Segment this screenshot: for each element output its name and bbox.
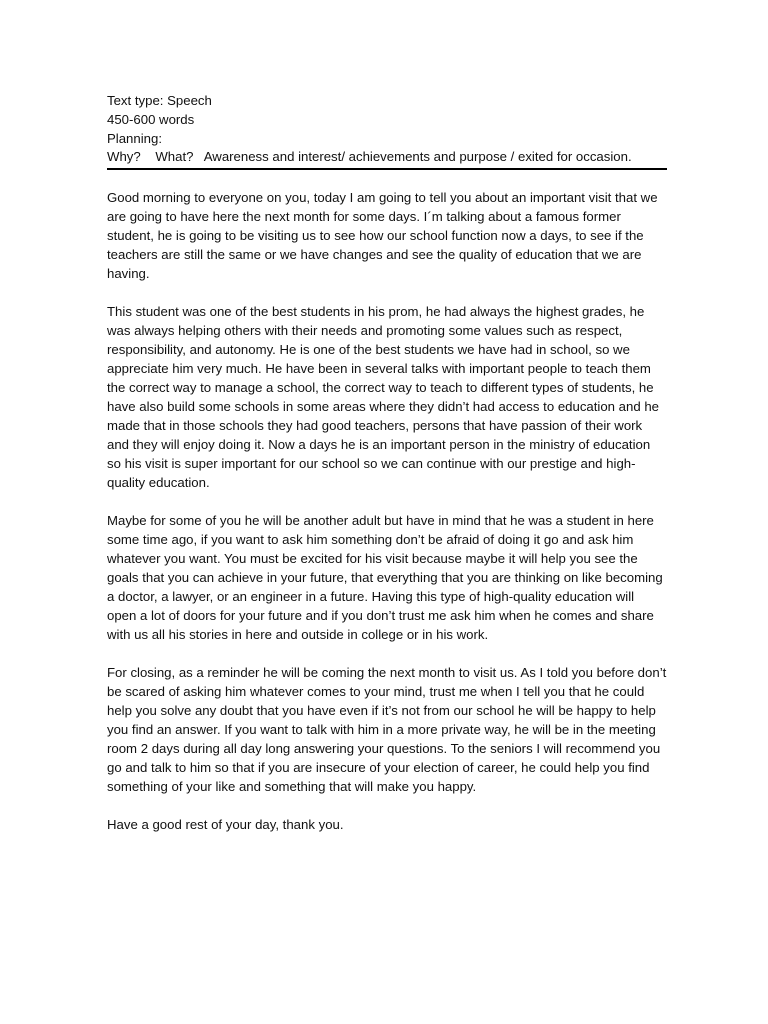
planning-header [107, 92, 667, 170]
paragraph-encouragement: Maybe for some of you he will be another adult but have in mind that he was a student in here some time ago, if you want to ask him something don’t be afraid of doing it go and ask him whatever you want. You must be excited for his visit because maybe it will help you see the goals that you can achieve in your future, that everything that you are thinking on like becoming a doctor, a lawyer, or an engineer in a future. Having this type of high-quality education will open a lot of doors for your future and if you don’t trust me ask him when he comes and share with us all his stories in here and outside in college or in his work. [107, 512, 663, 643]
paragraph-intro: Good morning to everyone on you, today I am going to tell you about an important visit that we are going to have here the next month for some days. I´m talking about a famous former student, he is going to be visiting us to see how our school function now a days, to see if the teachers are still the same or we have changes and see the quality of education that we are having. [107, 190, 658, 282]
planning-label: Planning: [107, 130, 162, 146]
document-page [107, 92, 667, 852]
planning-items-line: Why? What? Awareness and interest/ achievements and purpose / exited for occasion. [107, 148, 667, 170]
text-type-line: Text type: Speech [107, 93, 212, 108]
speech-body [107, 188, 667, 833]
word-count-line: 450-600 words [107, 111, 195, 127]
paragraph-farewell: Have a good rest of your day, thank you. [107, 816, 344, 832]
paragraph-closing: For closing, as a reminder he will be coming the next month to visit us. As I told you before don’t be scared of asking him whatever comes to your mind, trust me when I tell you that he could help you solve any doubt that you have even if it’s not from our school he will be happy to help you find an answer. If you want to talk with him in a more private way, he will be in the meeting room 2 days during all day long answering your questions. To the seniors I will recommend you go and talk to him so that if you are insecure of your election of career, he could help you find something of your like and something that will make you happy. [107, 664, 667, 794]
paragraph-achievements: This student was one of the best students in his prom, he had always the highest grades, he was always helping others with their needs and promoting some values such as respect, responsibility, and autonomy. He is one of the best students we have had in school, so we appreciate him very much. He have been in several talks with important people to teach them the correct way to manage a school, the correct way to teach to different types of students, he have also build some schools in some areas where they didn’t had access to education and he made that in those schools they had good teachers, persons that have passion of their work and they will enjoy doing it. Now a days he is an important person in the ministry of education so his visit is super important for our school so we can continue with our prestige and high-quality education. [107, 303, 660, 491]
